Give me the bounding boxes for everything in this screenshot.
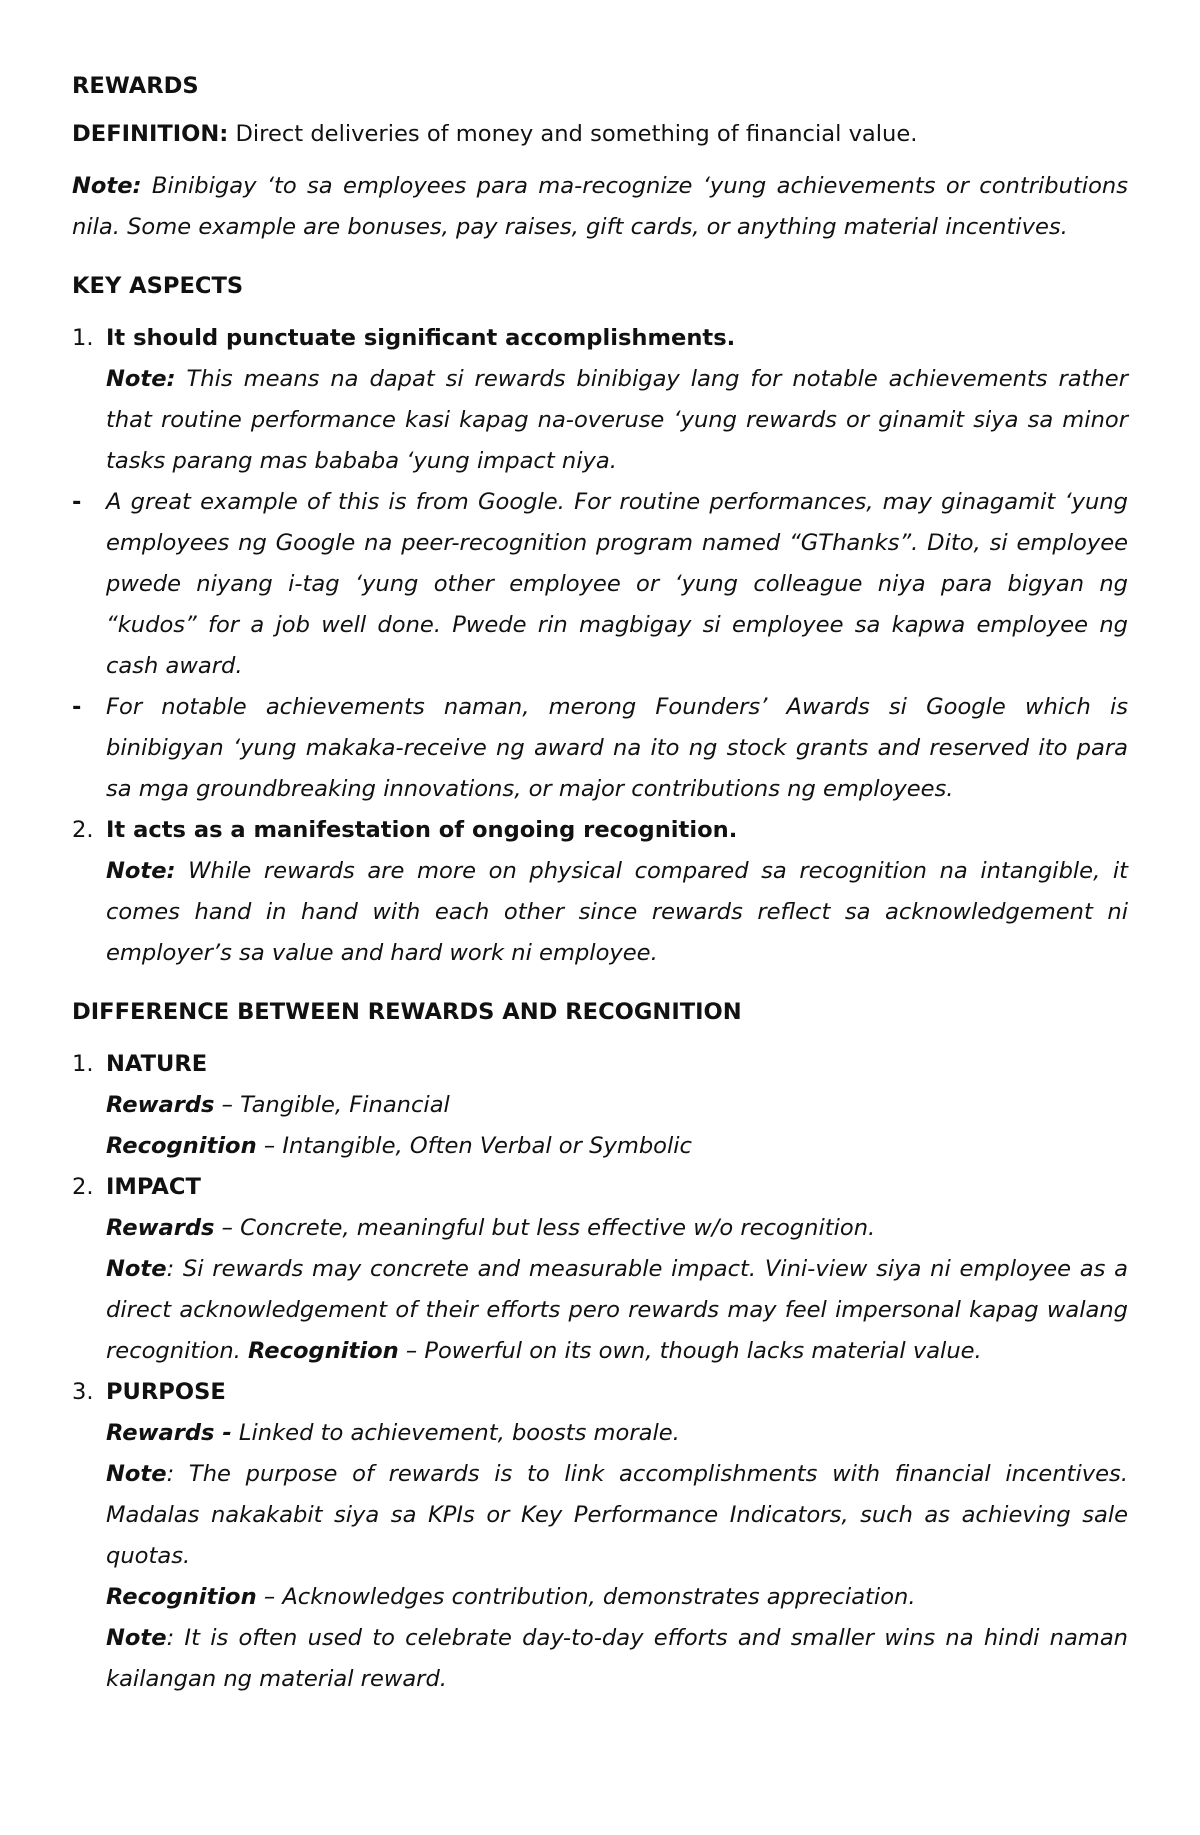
note-text: : It is often used to celebrate day-to-day efforts and smaller wins na hindi naman kailangan ng material reward. (106, 1625, 1128, 1692)
recognition-label: Recognition (106, 1584, 257, 1610)
difference-title: IMPACT (106, 1174, 201, 1200)
purpose-note-recognition (106, 1618, 1128, 1700)
recognition-text: – Powerful on its own, though lacks material value. (398, 1338, 982, 1364)
definition-label: DEFINITION: (72, 121, 229, 147)
recognition-label: Recognition (248, 1338, 399, 1364)
document-title: REWARDS (72, 73, 199, 99)
rewards-label: Rewards (106, 1092, 215, 1118)
difference-title: NATURE (106, 1051, 208, 1077)
recognition-text: – Acknowledges contribution, demonstrates appreciation. (256, 1584, 916, 1610)
key-aspect-note (106, 359, 1128, 482)
key-aspects-list (72, 318, 1128, 974)
difference-item-purpose (72, 1372, 1128, 1700)
note-label: Note (106, 1256, 167, 1282)
note-text: While rewards are more on physical compared sa recognition na intangible, it comes hand in hand with each other since rewards reflect sa acknowledgement ni employer’s sa value and hard work ni employee. (106, 858, 1128, 966)
rewards-line (106, 1085, 1128, 1126)
bullet-item (72, 687, 1128, 810)
rewards-text: Linked to achievement, boosts morale. (231, 1420, 680, 1446)
purpose-note-rewards (106, 1454, 1128, 1577)
rewards-label: Rewards (106, 1215, 215, 1241)
key-aspect-item (72, 318, 1128, 482)
note-text: : Si rewards may concrete and measurable impact. Vini-view siya ni employee as a direct acknowledgement of their efforts pero rewards may feel impersonal kapag walang recognition. (106, 1256, 1128, 1364)
recognition-label: Recognition (106, 1133, 257, 1159)
bullet-text: For notable achievements naman, merong Founders’ Awards si Google which is binibigyan ‘yung makaka-receive ng award na ito ng stock grants and reserved ito para sa mga groundbreaking innovations, or major contributions ng employees. (106, 694, 1128, 802)
list-number: 1. (72, 325, 94, 351)
note-text: : The purpose of rewards is to link accomplishments with financial incentives. Madalas nakakabit siya sa KPIs or Key Performance Indicators, such as achieving sale quotas. (106, 1461, 1128, 1569)
list-number: 2. (72, 1174, 94, 1200)
rewards-text: – Concrete, meaningful but less effective w/o recognition. (214, 1215, 876, 1241)
impact-note (106, 1249, 1128, 1372)
key-aspects-heading: KEY ASPECTS (72, 273, 244, 299)
intro-note (72, 166, 1128, 248)
key-aspect-title: It should punctuate significant accomplishments. (106, 325, 736, 351)
key-aspect-title: It acts as a manifestation of ongoing recognition. (106, 817, 738, 843)
rewards-line (106, 1208, 1128, 1249)
note-label: Note: (106, 366, 176, 392)
note-label: Note (106, 1461, 167, 1487)
recognition-text: – Intangible, Often Verbal or Symbolic (256, 1133, 692, 1159)
rewards-label: Rewards - (106, 1420, 232, 1446)
bullet-item (72, 482, 1128, 687)
note-label: Note: (106, 858, 176, 884)
definition-paragraph (72, 118, 1128, 150)
rewards-text: – Tangible, Financial (214, 1092, 450, 1118)
difference-item-nature (72, 1044, 1128, 1167)
difference-item-impact (72, 1167, 1128, 1372)
note-text: This means na dapat si rewards binibigay lang for notable achievements rather that routine performance kasi kapag na-overuse ‘yung rewards or ginamit siya sa minor tasks parang mas bababa ‘yung impact niya. (106, 366, 1128, 474)
definition-text: Direct deliveries of money and something of financial value. (228, 121, 918, 147)
intro-note-label: Note: (72, 173, 142, 199)
difference-list (72, 1044, 1128, 1700)
list-number: 2. (72, 817, 94, 843)
bullet-text: A great example of this is from Google. For routine performances, may ginagamit ‘yung employees ng Google na peer-recognition program named “GThanks”. Dito, si employee pwede niyang i-tag ‘yung other employee or ‘yung colleague niya para bigyan ng “kudos” for a job well done. Pwede rin magbigay si employee sa kapwa employee ng cash award. (106, 489, 1128, 679)
difference-title: PURPOSE (106, 1379, 226, 1405)
recognition-line (106, 1126, 1128, 1167)
list-number: 3. (72, 1379, 94, 1405)
list-number: 1. (72, 1051, 94, 1077)
bullet-marker: - (72, 489, 82, 515)
rewards-line (106, 1413, 1128, 1454)
note-label: Note (106, 1625, 167, 1651)
bullet-marker: - (72, 694, 82, 720)
recognition-line (106, 1577, 1128, 1618)
difference-heading: DIFFERENCE BETWEEN REWARDS AND RECOGNITION (72, 999, 742, 1025)
key-aspect-note (106, 851, 1128, 974)
intro-note-text: Binibigay ‘to sa employees para ma-recognize ‘yung achievements or contributions nila. Some example are bonuses, pay raises, gift cards, or anything material incentives. (72, 173, 1128, 240)
key-aspect-item (72, 810, 1128, 974)
